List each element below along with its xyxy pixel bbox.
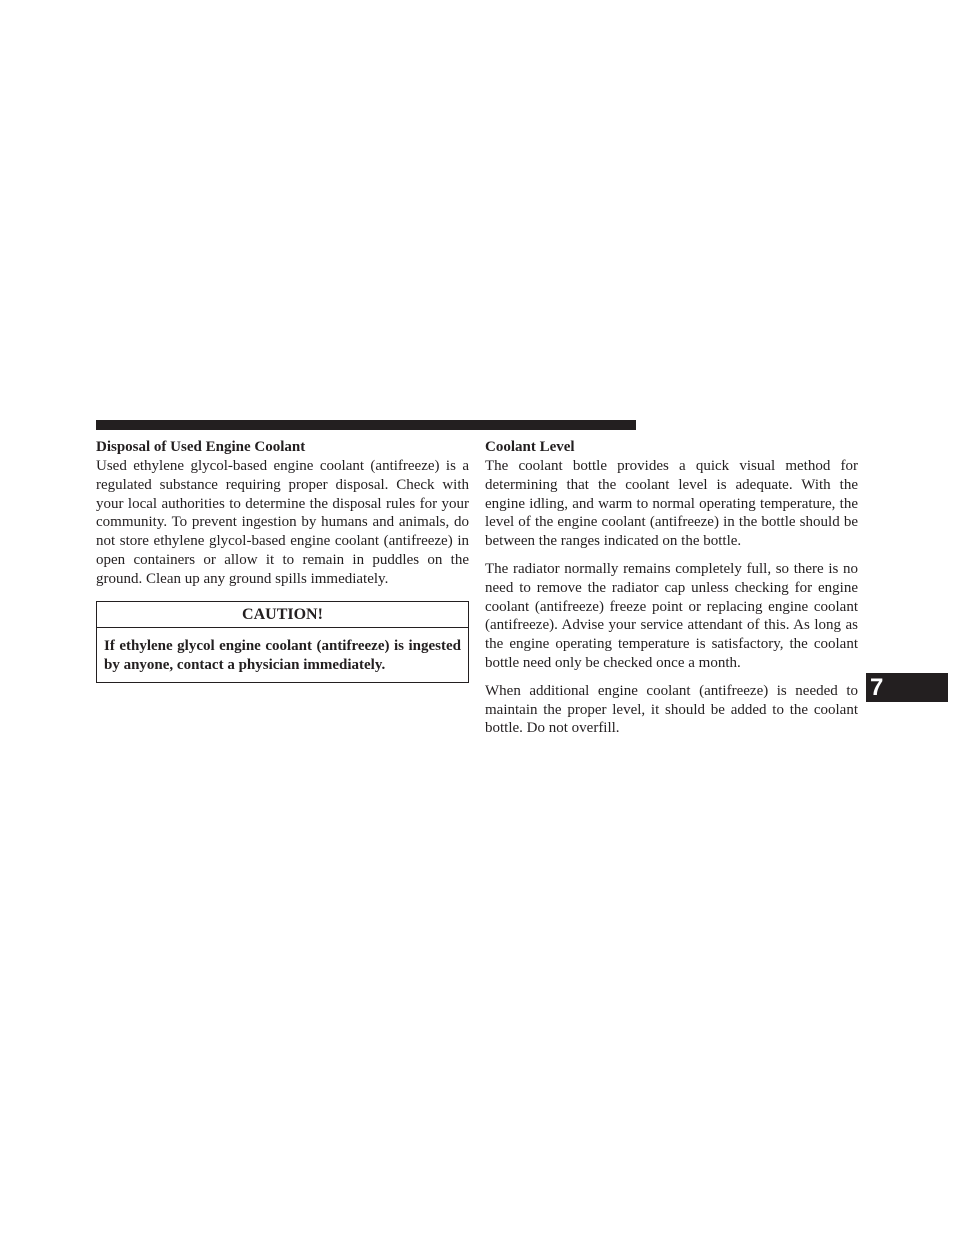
chapter-tab xyxy=(866,673,948,702)
coolant-level-paragraph-3: When additional engine coolant (antifreeze) is needed to maintain the proper level, it should be added to the coolant bottle. Do not overfill. xyxy=(485,682,858,737)
left-column xyxy=(96,438,469,683)
section-heading-coolant-level: Coolant Level xyxy=(485,439,575,455)
caution-text: If ethylene glycol engine coolant (antifreeze) is ingested by anyone, contact a physician immediately. xyxy=(104,637,461,673)
caution-title: CAUTION! xyxy=(97,602,468,628)
disposal-paragraph: Used ethylene glycol-based engine coolant (antifreeze) is a regulated substance requiring proper disposal. Check with your local authorities to determine the disposal rules for your community. To prevent ingestion by humans and animals, do not store ethylene glycol-based engine coolant (antifreeze) in open containers or allow it to remain in puddles on the ground. Clean up any ground spills immediately. xyxy=(96,458,469,587)
chapter-number: 7 xyxy=(870,674,884,701)
section-top-rule xyxy=(96,420,636,430)
coolant-level-paragraph-2: The radiator normally remains completely full, so there is no need to remove the radiator cap unless checking for engine coolant (antifreeze) freeze point or replacing engine coolant (antifreeze). Advise your service attendant of this. As long as the engine operating temperature is satisfactory, the coolant bottle need only be checked once a month. xyxy=(485,560,858,671)
section-heading-disposal: Disposal of Used Engine Coolant xyxy=(96,439,306,455)
coolant-level-paragraph-1: The coolant bottle provides a quick visual method for determining that the coolant level is adequate. With the engine idling, and warm to normal operating temperature, the level of the engine coolant (antifreeze) in the bottle should be between the ranges indicated on the bottle. xyxy=(485,458,858,550)
caution-box xyxy=(96,601,469,683)
right-column xyxy=(485,438,858,738)
